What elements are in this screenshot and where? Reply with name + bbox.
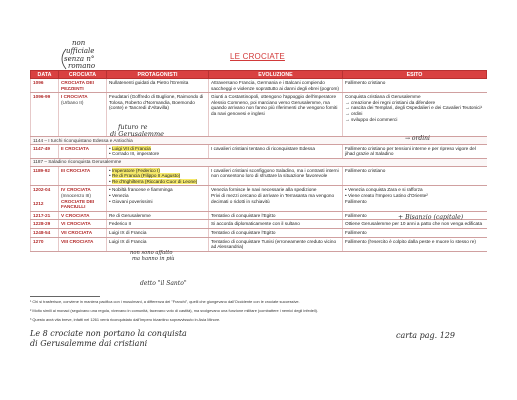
cell-evoluzione: Si accorda diplomaticamente con il sultano xyxy=(209,220,343,229)
esito-line: • Viene creato l'Impero Latino d'Oriente² xyxy=(345,193,485,199)
protagonista-highlight: Imperatore (Federico I) xyxy=(111,167,160,173)
cell-crociata: V CROCIATA xyxy=(59,211,107,220)
cell-crociata xyxy=(59,186,107,211)
protagonista-highlight: Luigi VII di Francia xyxy=(111,145,151,151)
cell-protagonisti: Luigi IX di Francia xyxy=(107,237,209,251)
crociata-name: CROCIATE DEI FANCIULLI xyxy=(61,198,95,210)
table-row xyxy=(31,228,487,237)
handnote-ordini: → ordini xyxy=(405,135,430,142)
crociate-table xyxy=(30,70,487,252)
cell-protagonisti xyxy=(107,186,209,211)
bracket-icon xyxy=(56,48,68,70)
footnote-1: ¹ Chi si trasferisce, conviene in maniera pacifica con i musulmani, a differenza dei "Franchi", quelli che giungevano dall'Occidente con le crociate successive. xyxy=(30,299,300,304)
crociata-pope: (Urbano II) xyxy=(61,99,84,105)
evoluzione-line: Privi di mezzi cercano di arrivare in Terrasanta ma vengono decimati o ridotti in schiavitù xyxy=(211,192,335,204)
stamp-line-4: romano xyxy=(68,62,96,70)
cell-esito: Fallimento cristiano xyxy=(343,166,487,186)
cell-protagonisti: Feudatari (Goffredo di Buglione, Raimondo di Tolosa, Roberto d'Normandia, Boemondo (conte) e Tancredi d'Altavilla) xyxy=(107,93,209,137)
table-row xyxy=(31,79,487,93)
table-header xyxy=(31,71,487,79)
cell-date: 1217-21 xyxy=(31,211,59,220)
handnote-gerusalemme: di Gerusalemme xyxy=(110,130,164,138)
footnote-separator xyxy=(30,296,100,297)
cell-protagonisti: Re di Gerusalemme xyxy=(107,211,209,220)
date-line: 1212 xyxy=(33,200,44,206)
stamp-line-1: non xyxy=(72,39,86,47)
handnote-futuro-re: futuro re xyxy=(118,123,148,131)
table-row xyxy=(31,144,487,158)
stamp-line-3: senza n° xyxy=(64,55,95,63)
cell-crociata: II CROCIATA xyxy=(59,144,107,158)
note-text: 1187 – Saladino riconquista Gerusalemme xyxy=(31,158,487,166)
cell-esito: Fallimento xyxy=(343,211,487,220)
cell-crociata: VI CROCIATA xyxy=(59,220,107,229)
bottom-note-line-2: di Gerusalemme dai cristiani xyxy=(30,339,148,348)
cell-date: 1096-99 xyxy=(31,93,59,137)
cell-crociata: VII CROCIATA xyxy=(59,228,107,237)
cell-protagonisti xyxy=(107,166,209,186)
cell-date: 1228-29 xyxy=(31,220,59,229)
footnote-2: ² Molto simili ai monaci (seguivano una regola, vivevano in comunità, facevano voto di castità), ma svolgevano una funzione militare (combattere i nemici degli infedeli). xyxy=(30,308,319,313)
cell-esito: Fallimento (l'esercito è colpito dalla peste e muore lo stesso re) xyxy=(343,237,487,251)
table-row xyxy=(31,237,487,251)
col-header-evoluzione: EVOLUZIONE xyxy=(209,71,343,79)
protagonista: • Venezia xyxy=(109,193,206,199)
footnote-3: ³ Questo avrà vita breve, infatti nel 1261 verrà riconquistato dall'Impero bizantino sopravvissuto in Asia Minore. xyxy=(30,317,221,322)
table-row xyxy=(31,186,487,211)
cell-protagonisti: Federico II xyxy=(107,220,209,229)
note-text: 1144 – I turchi riconquistano Edessa e Antiochia xyxy=(31,137,487,145)
date-line: 1202-04 xyxy=(33,187,51,193)
cell-esito: Fallimento xyxy=(343,228,487,237)
protagonista: • Giovani poverissimi xyxy=(109,199,206,205)
cell-date: 1270 xyxy=(31,237,59,251)
col-header-protagonisti: PROTAGONISTI xyxy=(107,71,209,79)
cell-evoluzione: I cavalieri cristiani tentano di riconquistare Edessa xyxy=(209,144,343,158)
cell-date: 1096 xyxy=(31,79,59,93)
col-header-crociata: CROCIATA xyxy=(59,71,107,79)
cell-esito: Ottiene Gerusalemme per 10 anni a patto che non venga edificata xyxy=(343,220,487,229)
handnote-margin-1: non sono affatto xyxy=(130,250,173,256)
col-header-esito: ESITO xyxy=(343,71,487,79)
protagonista-highlight: Re d'Inghilterra (Riccardo Cuor di Leone) xyxy=(111,178,198,184)
col-header-data: DATA xyxy=(31,71,59,79)
cell-evoluzione: Tentativo di conquistare l'Egitto xyxy=(209,228,343,237)
cell-protagonisti: Nullatenenti guidati da Pietro l'Eremita xyxy=(107,79,209,93)
evoluzione-line: Venezia fornisce le navi necessarie alla spedizione xyxy=(211,187,317,193)
cell-esito: Fallimento cristiano xyxy=(343,79,487,93)
cell-crociata: III CROCIATA xyxy=(59,166,107,186)
cell-crociata: CROCIATA DEI PEZZENTI xyxy=(59,79,107,93)
cell-date: 1147-49 xyxy=(31,144,59,158)
crociata-name: I CROCIATA xyxy=(61,94,88,100)
cell-evoluzione: I cavalieri cristiani sconfiggono Saladino, ma i contrasti interni non consentono loro di sfruttare la situazione favorevole xyxy=(209,166,343,186)
table-row xyxy=(31,93,487,137)
page-reference: carta pag. 129 xyxy=(396,331,455,340)
cell-protagonisti xyxy=(107,144,209,158)
crociata-name: IV CROCIATA xyxy=(61,187,91,193)
esito-line: • Venezia conquista Zara e si rafforza xyxy=(345,187,485,193)
esito-line: → sviluppo dei commerci xyxy=(345,116,398,122)
protagonista: • Corrado III, imperatore xyxy=(109,151,206,157)
cell-esito xyxy=(343,186,487,211)
esito-line: Fallimento xyxy=(345,198,367,204)
cell-esito: Fallimento cristiano per tensioni interne e per ripreso vigore del jihad grazie al Saladino xyxy=(343,144,487,158)
esito-line: → nascita dei Templari, degli Ospedalieri e dei Cavalieri Teutonici¹ → ordini xyxy=(345,105,483,116)
bottom-note-line-1: Le 8 crociate non portano la conquista xyxy=(30,329,187,338)
cell-evoluzione: Attraversano Francia, Germania e i Balcani compiendo saccheggi e violenze soprattutto ai danni degli ebrei (pogrom) xyxy=(209,79,343,93)
protagonista: • Nobiltà francese e fiamminga xyxy=(109,187,206,193)
cell-date: 1248-54 xyxy=(31,228,59,237)
handnote-detto-il-santo: detto "il Santo" xyxy=(140,280,187,287)
table-row xyxy=(31,166,487,186)
crociata-pope: (Innocenzo III) xyxy=(61,192,91,198)
esito-line: Conquista cristiana di Gerusalemme xyxy=(345,94,421,100)
handnote-bisanzio: + Bisanzio (capitale) xyxy=(398,214,464,221)
cell-crociata: VIII CROCIATA xyxy=(59,237,107,251)
cell-protagonisti: Luigi IX di Francia xyxy=(107,228,209,237)
cell-date: 1189-92 xyxy=(31,166,59,186)
cell-evoluzione: Giunti a Costantinopoli, ottengono l'appoggio dell'imperatore Alessio Comneno, poi marciano verso Gerusalemme, ma quando arrivano non fanno più riferimenti che vengono forniti da navi genovesi e inglesi xyxy=(209,93,343,137)
handnote-margin-2: ma hanno in più xyxy=(132,256,175,262)
cell-evoluzione xyxy=(209,186,343,211)
esito-line: → creazione dei regni cristiani da difendere xyxy=(345,99,436,105)
protagonista-highlight: Re di Francia (Filippo II Augusto) xyxy=(111,173,181,179)
note-row xyxy=(31,158,487,166)
cell-esito xyxy=(343,93,487,137)
page-title: LE CROCIATE xyxy=(230,52,285,61)
cell-crociata xyxy=(59,93,107,137)
cell-evoluzione: Tentativo di conquistare l'Egitto xyxy=(209,211,343,220)
stamp-line-2: ufficiale xyxy=(66,47,95,55)
cell-evoluzione: Tentativo di conquistare Tunisi (erroneamente creduto vicino ad Alessandria) xyxy=(209,237,343,251)
cell-date xyxy=(31,186,59,211)
